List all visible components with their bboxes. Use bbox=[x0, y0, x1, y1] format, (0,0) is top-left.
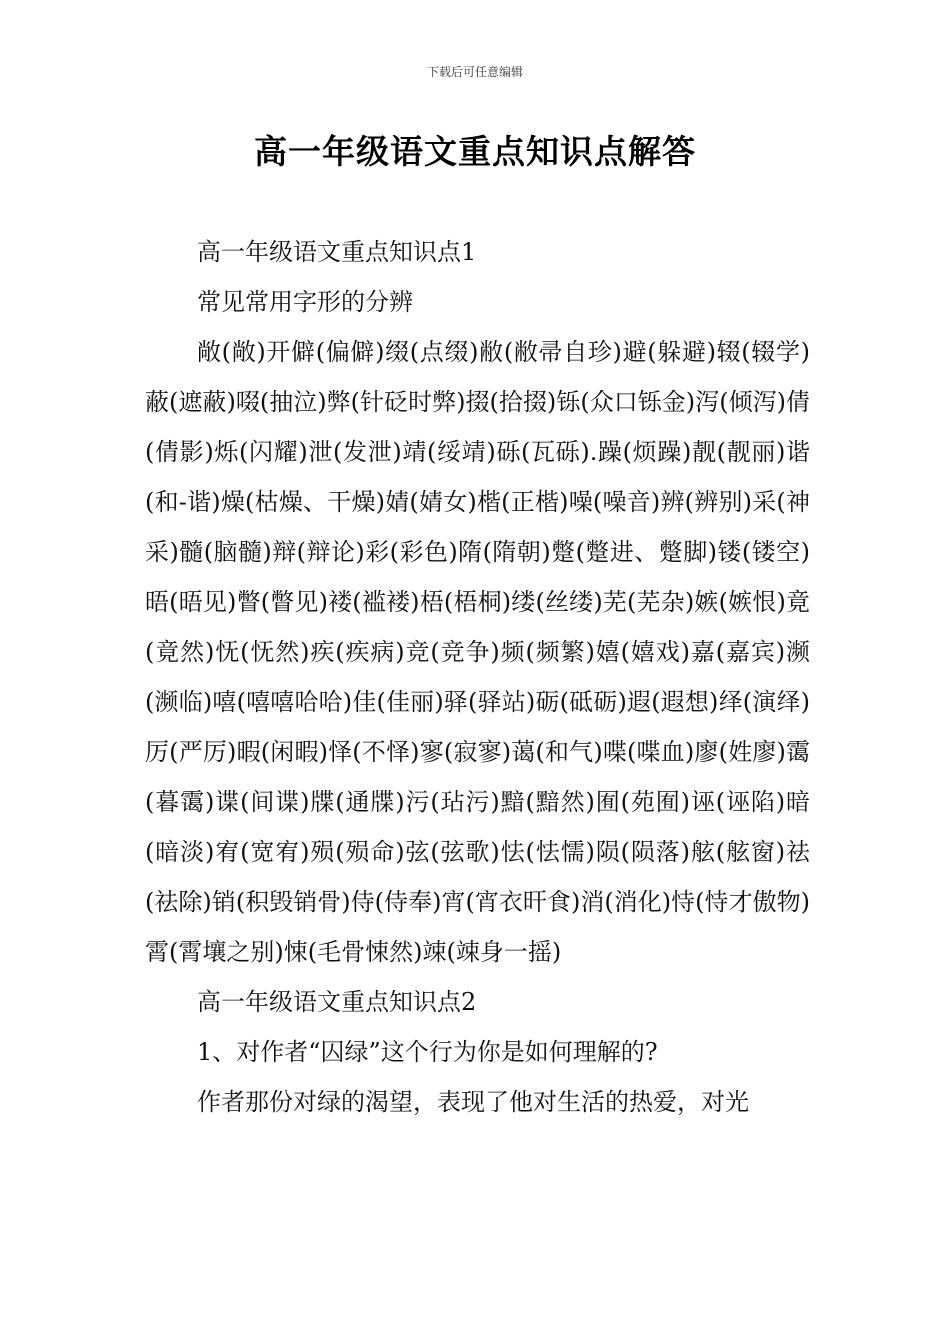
header-note: 下载后可任意编辑 bbox=[426, 65, 523, 79]
answer-paragraph: 作者那份对绿的渴望，表现了他对生活的热爱，对光 bbox=[197, 1088, 749, 1116]
section-heading-1: 高一年级语文重点知识点1 bbox=[197, 238, 477, 266]
question-paragraph: 1、对作者“囚绿”这个行为你是如何理解的? bbox=[197, 1038, 658, 1066]
document-body bbox=[145, 227, 810, 1127]
section-heading-2: 高一年级语文重点知识点2 bbox=[197, 988, 477, 1016]
paragraph-character-list: 敞(敞)开僻(偏僻)缀(点缀)敝(敝帚自珍)避(躲避)辍(辍学)蔽(遮蔽)啜(抽泣)弊(针砭时弊)掇(拾掇)铄(众口铄金)泻(倾泻)倩(倩影)烁(闪耀)泄(发泄)靖(绥靖)砾(瓦砾).躁(烦躁)靓(靓丽)谐(和-谐)燥(枯燥、干燥)婧(婧女)楷(正楷)噪(噪音)辨(辨别)采(神采)髓(脑髓)辩(辩论)彩(彩色)隋(隋朝)蹩(蹩进、蹩脚)镂(镂空)晤(晤见)瞥(瞥见)褛(褴褛)梧(梧桐)缕(丝缕)芜(芜杂)嫉(嫉恨)竟(竟然)怃(怃然)疾(疾病)竞(竞争)频(频繁)嬉(嬉戏)嘉(嘉宾)濒(濒临)嘻(嘻嘻哈哈)佳(佳丽)驿(驿站)砺(砥砺)遐(遐想)绎(演绎)厉(严厉)暇(闲暇)怿(不怿)寥(寂寥)蔼(和气)喋(喋血)廖(姓廖)霭(暮霭)谍(间谍)牒(通牒)污(玷污)黯(黯然)囿(苑囿)诬(诬陷)暗(暗淡)宥(宽宥)殒(殒命)弦(弦歌)怯(怯懦)陨(陨落)舷(舷窗)祛(祛除)销(积毁销骨)侍(侍奉)宵(宵衣旰食)消(消化)恃(恃才傲物)霄(霄壤之别)悚(毛骨悚然)竦(竦身一摇) bbox=[145, 338, 810, 966]
page-title: 高一年级语文重点知识点解答 bbox=[254, 132, 696, 171]
section-subheading: 常见常用字形的分辨 bbox=[197, 288, 413, 316]
